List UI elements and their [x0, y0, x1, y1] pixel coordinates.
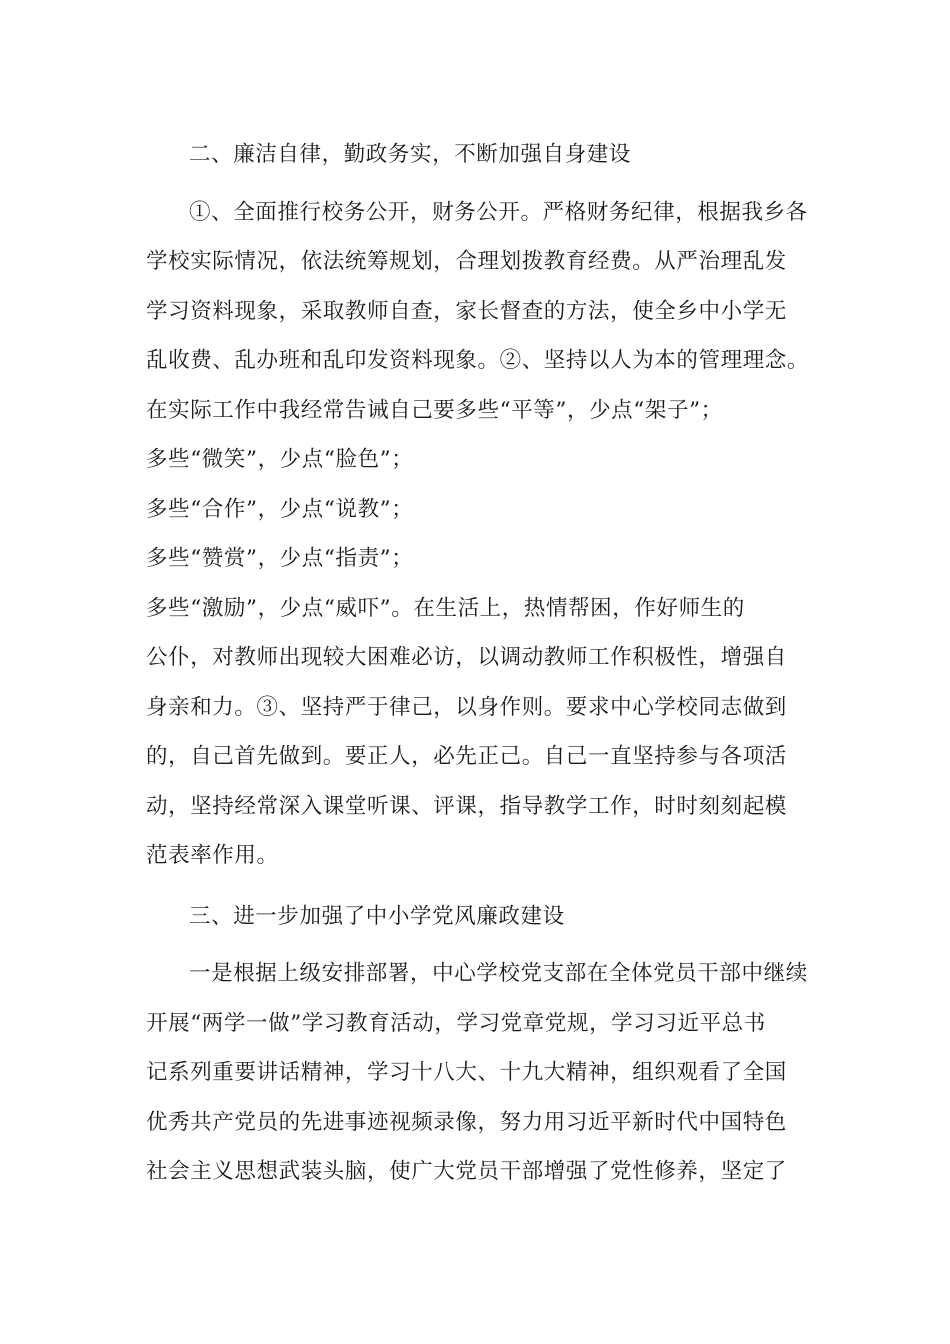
paragraph-line: 一是根据上级安排部署，中心学校党支部在全体党员干部中继续	[189, 961, 808, 986]
paragraph-line: 社会主义思想武装头脑，使广大党员干部增强了党性修养，坚定了	[146, 1159, 787, 1184]
spacer	[146, 881, 806, 889]
paragraph-line: 动，坚持经常深入课堂听课、评课，指导教学工作，时时刻刻起模	[146, 793, 787, 819]
spacer	[146, 941, 806, 949]
paragraph-line: 范表率作用。	[146, 843, 279, 868]
paragraph-line: 多些“激励”，少点“威吓”。在生活上，热情帮困，作好师生的	[146, 595, 745, 621]
section-heading-2: 二、廉洁自律，勤政务实，不断加强自身建设	[189, 142, 632, 167]
spacer	[146, 180, 806, 188]
paragraph-line: 乱收费、乱办班和乱印发资料现象。②、坚持以人为本的管理理念。	[146, 348, 810, 373]
paragraph-line: 多些“赞赏”，少点“指责”；	[146, 546, 414, 571]
paragraph-line: 学校实际情况，依法统筹规划，合理划拨教育经费。从严治理乱发	[146, 249, 787, 274]
paragraph-line: 多些“微笑”，少点“脸色”；	[146, 447, 414, 472]
paragraph-line: 的，自己首先做到。要正人，必先正己。自己一直坚持参与各项活	[146, 744, 787, 769]
paragraph-line: 身亲和力。③、坚持严于律己，以身作则。要求中心学校同志做到	[146, 694, 787, 720]
paragraph-line: 学习资料现象，采取教师自查，家长督查的方法，使全乡中小学无	[146, 298, 787, 324]
paragraph-line: 在实际工作中我经常告诫自己要多些“平等”，少点“架子”；	[146, 397, 723, 423]
paragraph-line: 多些“合作”，少点“说教”；	[146, 496, 414, 522]
document-page	[146, 127, 810, 1197]
paragraph-line: 优秀共产党员的先进事迹视频录像，努力用习近平新时代中国特色	[146, 1109, 787, 1135]
paragraph-line: 记系列重要讲话精神，学习十八大、十九大精神，组织观看了全国	[146, 1060, 787, 1085]
paragraph-line: 公仆，对教师出现较大困难必访，以调动教师工作积极性，增强自	[146, 645, 787, 670]
section-heading-3: 三、进一步加强了中小学党风廉政建设	[189, 903, 565, 929]
paragraph-line: 开展“两学一做”学习教育活动，学习党章党规，学习习近平总书	[146, 1010, 766, 1036]
paragraph-line: ①、全面推行校务公开，财务公开。严格财务纪律，根据我乡各	[189, 199, 808, 225]
